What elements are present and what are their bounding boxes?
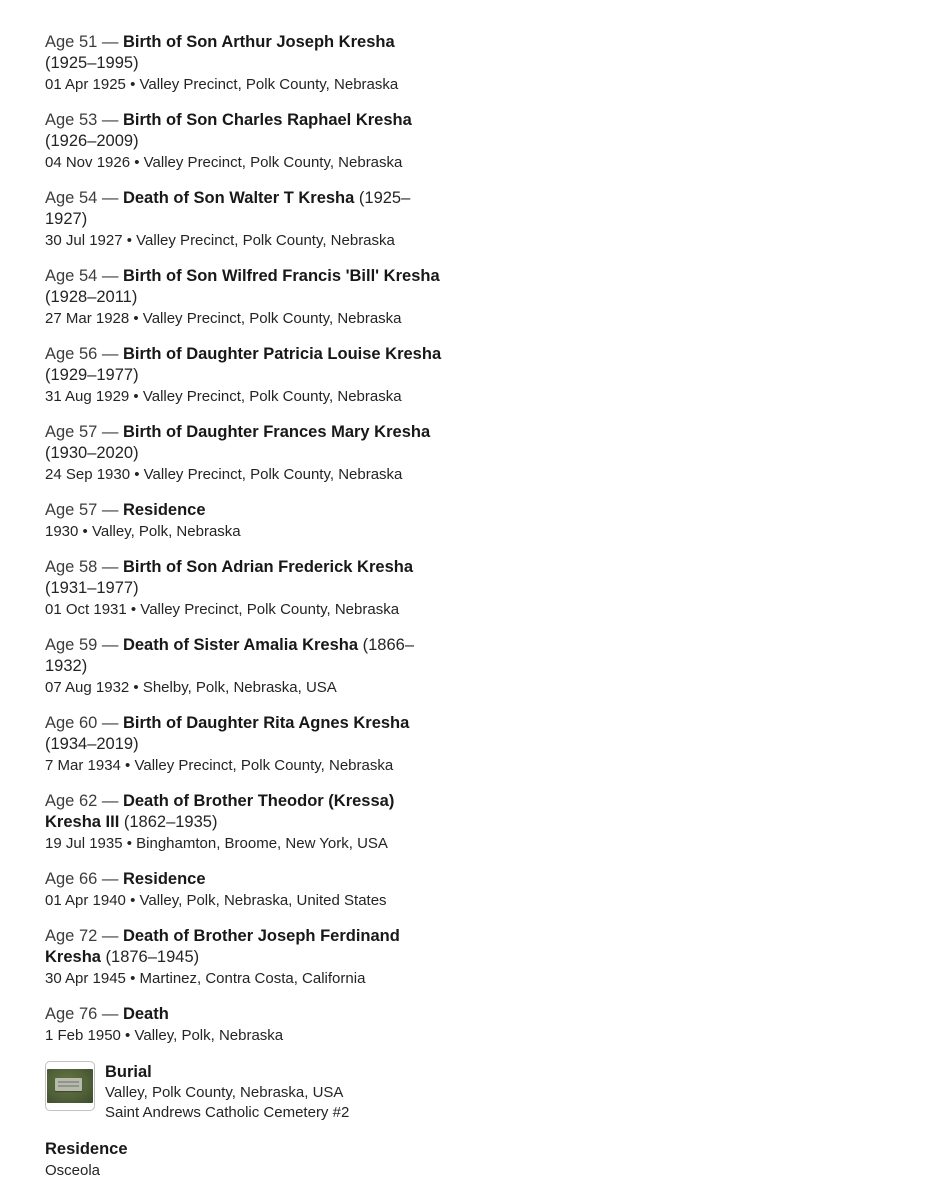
event-years: (1929–1977) xyxy=(45,366,139,384)
event-detail: 24 Sep 1930 • Valley Precinct, Polk County, Nebraska xyxy=(45,466,403,483)
event-title-line xyxy=(45,713,447,755)
event-title-line xyxy=(45,266,447,308)
event-age-label: Age 76 — xyxy=(45,1005,123,1023)
gravestone-photo-thumbnail[interactable] xyxy=(45,1061,95,1111)
life-events-timeline xyxy=(0,0,447,1181)
event-years: (1934–2019) xyxy=(45,735,139,753)
event-age-label: Age 62 — xyxy=(45,792,123,810)
event-age-label: Age 60 — xyxy=(45,714,123,732)
event-title: Death of Son Walter T Kresha xyxy=(122,189,355,207)
event-title: Birth of Daughter Frances Mary Kresha xyxy=(122,423,431,441)
event-detail: 30 Jul 1927 • Valley Precinct, Polk County, Nebraska xyxy=(45,232,395,249)
event-title-line xyxy=(45,110,447,152)
timeline-event xyxy=(45,869,447,911)
burial-text-block xyxy=(105,1061,349,1123)
event-title: Birth of Daughter Patricia Louise Kresha xyxy=(122,345,442,363)
event-age-label: Age 51 — xyxy=(45,33,123,51)
event-age-label: Age 59 — xyxy=(45,636,123,654)
event-title: Death of Brother Joseph Ferdinand Kresha xyxy=(45,927,400,966)
event-age-label: Age 58 — xyxy=(45,558,123,576)
event-age-label: Age 57 — xyxy=(45,501,123,519)
event-title-line xyxy=(45,791,447,833)
event-title-line xyxy=(45,344,447,386)
gravestone-icon xyxy=(55,1078,82,1091)
event-title-line xyxy=(45,926,447,968)
event-detail: 7 Mar 1934 • Valley Precinct, Polk County, Nebraska xyxy=(45,757,394,774)
residence-place: Osceola xyxy=(45,1162,101,1179)
event-title: Birth of Son Arthur Joseph Kresha xyxy=(122,33,395,51)
event-title: Birth of Son Wilfred Francis 'Bill' Kresha xyxy=(122,267,440,285)
event-detail: 31 Aug 1929 • Valley Precinct, Polk County, Nebraska xyxy=(45,388,402,405)
event-detail: 1 Feb 1950 • Valley, Polk, Nebraska xyxy=(45,1027,284,1044)
event-age-label: Age 66 — xyxy=(45,870,123,888)
residence-title: Residence xyxy=(45,1140,128,1158)
event-years: (1931–1977) xyxy=(45,579,139,597)
event-detail: 01 Apr 1925 • Valley Precinct, Polk County, Nebraska xyxy=(45,76,399,93)
event-detail: 1930 • Valley, Polk, Nebraska xyxy=(45,523,241,540)
event-years: (1925–1927) xyxy=(45,189,411,228)
residence-entry xyxy=(45,1139,447,1181)
event-title: Death of Sister Amalia Kresha xyxy=(122,636,359,654)
event-years: (1930–2020) xyxy=(45,444,139,462)
event-age-label: Age 54 — xyxy=(45,189,123,207)
event-title: Birth of Daughter Rita Agnes Kresha xyxy=(122,714,410,732)
timeline-event xyxy=(45,557,447,620)
event-detail: 04 Nov 1926 • Valley Precinct, Polk County, Nebraska xyxy=(45,154,403,171)
timeline-event xyxy=(45,500,447,542)
event-title-line xyxy=(45,188,447,230)
timeline-event xyxy=(45,344,447,407)
burial-entry xyxy=(45,1061,447,1123)
event-title: Death of Brother Theodor (Kressa) Kresha III xyxy=(45,792,395,831)
burial-cemetery: Saint Andrews Catholic Cemetery #2 xyxy=(105,1104,350,1121)
event-years: (1876–1945) xyxy=(100,948,200,966)
event-age-label: Age 72 — xyxy=(45,927,123,945)
event-age-label: Age 53 — xyxy=(45,111,123,129)
timeline-event xyxy=(45,110,447,173)
event-title-line xyxy=(45,869,447,890)
event-age-label: Age 54 — xyxy=(45,267,123,285)
event-years: (1862–1935) xyxy=(119,813,218,831)
event-title: Birth of Son Charles Raphael Kresha xyxy=(122,111,412,129)
event-title-line xyxy=(45,635,447,677)
event-title-line xyxy=(45,422,447,464)
event-title: Residence xyxy=(122,870,206,888)
event-title: Residence xyxy=(122,501,206,519)
timeline-event xyxy=(45,1004,447,1046)
timeline-event xyxy=(45,926,447,989)
burial-location: Valley, Polk County, Nebraska, USA xyxy=(105,1084,344,1101)
timeline-event xyxy=(45,32,447,95)
event-years: (1925–1995) xyxy=(45,54,139,72)
event-detail: 01 Oct 1931 • Valley Precinct, Polk County, Nebraska xyxy=(45,601,400,618)
event-title: Death xyxy=(122,1005,169,1023)
event-detail: 07 Aug 1932 • Shelby, Polk, Nebraska, USA xyxy=(45,679,337,696)
burial-title: Burial xyxy=(105,1063,152,1081)
gravestone-photo xyxy=(47,1069,93,1103)
event-title: Birth of Son Adrian Frederick Kresha xyxy=(122,558,413,576)
event-detail: 19 Jul 1935 • Binghamton, Broome, New York, USA xyxy=(45,835,388,852)
event-title-line xyxy=(45,1004,447,1025)
event-detail: 01 Apr 1940 • Valley, Polk, Nebraska, United States xyxy=(45,892,387,909)
event-years: (1866–1932) xyxy=(45,636,414,675)
event-detail: 30 Apr 1945 • Martinez, Contra Costa, California xyxy=(45,970,366,987)
event-title-line xyxy=(45,557,447,599)
event-title-line xyxy=(45,500,447,521)
timeline-event xyxy=(45,635,447,698)
timeline-event xyxy=(45,422,447,485)
timeline-event xyxy=(45,713,447,776)
timeline-event xyxy=(45,266,447,329)
event-detail: 27 Mar 1928 • Valley Precinct, Polk County, Nebraska xyxy=(45,310,402,327)
event-years: (1926–2009) xyxy=(45,132,139,150)
event-years: (1928–2011) xyxy=(45,288,138,306)
event-age-label: Age 56 — xyxy=(45,345,123,363)
timeline-event xyxy=(45,188,447,251)
event-title-line xyxy=(45,32,447,74)
event-age-label: Age 57 — xyxy=(45,423,123,441)
timeline-event xyxy=(45,791,447,854)
